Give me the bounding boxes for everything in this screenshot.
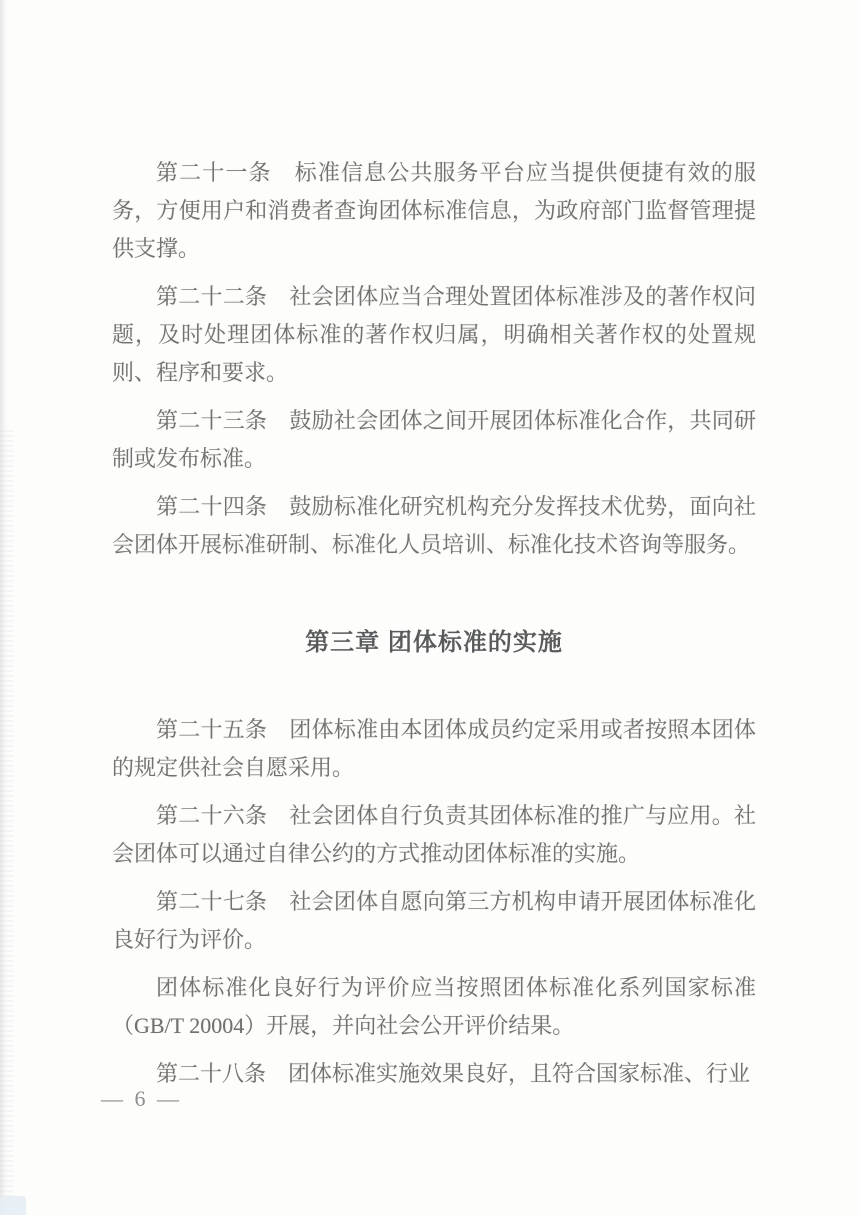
- article-26-paragraph: 第二十六条 社会团体自行负责其团体标准的推广与应用。社会团体可以通过自律公约的方式推动团体标准的实施。: [112, 803, 756, 866]
- chapter-3-heading: 第三章 团体标准的实施: [305, 629, 563, 656]
- page-number: — 6 —: [101, 1086, 182, 1111]
- article-21-paragraph: 第二十一条 标准信息公共服务平台应当提供便捷有效的服务，方便用户和消费者查询团体标准信息，为政府部门监督管理提供支撑。: [112, 160, 756, 261]
- article-22-paragraph: 第二十二条 社会团体应当合理处置团体标准涉及的著作权问题，及时处理团体标准的著作权归属，明确相关著作权的处置规则、程序和要求。: [112, 284, 756, 385]
- article-27-paragraph: 第二十七条 社会团体自愿向第三方机构申请开展团体标准化良好行为评价。: [112, 889, 756, 952]
- article-27-evaluation-paragraph: 团体标准化良好行为评价应当按照团体标准化系列国家标准（GB/T 20004）开展，并向社会公开评价结果。: [112, 975, 756, 1038]
- article-24-paragraph: 第二十四条 鼓励标准化研究机构充分发挥技术优势，面向社会团体开展标准研制、标准化人员培训、标准化技术咨询等服务。: [112, 494, 756, 557]
- document-body: [112, 154, 756, 1103]
- article-28-paragraph-partial: 第二十八条 团体标准实施效果良好，且符合国家标准、行业: [156, 1061, 751, 1086]
- article-23-paragraph: 第二十三条 鼓励社会团体之间开展团体标准化合作，共同研制或发布标准。: [112, 408, 756, 471]
- scan-edge-streaks: [0, 430, 14, 1215]
- scan-corner-artifact: [0, 1196, 26, 1215]
- scan-edge-shadow: [0, 0, 10, 1215]
- article-25-paragraph: 第二十五条 团体标准由本团体成员约定采用或者按照本团体的规定供社会自愿采用。: [112, 717, 756, 780]
